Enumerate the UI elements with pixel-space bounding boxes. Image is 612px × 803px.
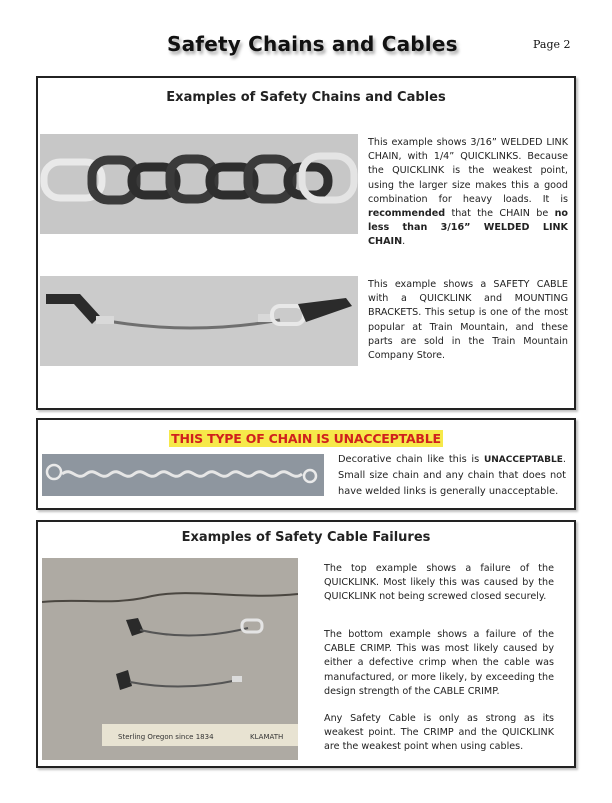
safety-cable-photo [40,276,358,366]
page-title: Safety Chains and Cables [167,32,458,56]
warning-text: THIS TYPE OF CHAIN IS UNACCEPTABLE [171,431,441,446]
emphasis-text: UNACCEPTABLE [483,455,563,465]
decorative-chain-description [338,452,566,500]
section-heading: Examples of Safety Chains and Cables [166,90,446,105]
welded-link-chain-photo [40,134,358,234]
text-run: . [402,236,406,248]
chains-cables-examples-section [36,76,576,410]
chain-illustration [40,134,358,234]
ruler-label: KLAMATH [250,733,284,741]
crimp-failure-description: The bottom example shows a failure of the CABLE CRIMP. This was most likely caused by either a defective crimp when the cable was manufactured, or more likely, by exceeding the design strength of the CABLE CRIMP. [324,629,554,697]
ruler-label: Sterling Oregon since 1834 [118,733,214,741]
emphasis-text: no less than 3/16” WELDED LINK CHAIN [368,208,568,248]
text-run: . Small size chain and any chain that does not have welded links is generally unacceptable. [338,454,566,497]
section-heading: Examples of Safety Cable Failures [181,530,431,545]
unacceptable-chain-section [36,418,576,510]
safety-cable-description: This example shows a SAFETY CABLE with a QUICKLINK and MOUNTING BRACKETS. This setup is one of the most popular at Train Mountain, and these parts are sold in the Train Mountain Company Store. [368,279,568,362]
text-run: that the CHAIN be [445,208,555,220]
page-number: Page 2 [533,38,571,51]
decorative-chain-photo [42,454,324,496]
quicklink-failure-description: The top example shows a failure of the QUICKLINK. Most likely this was caused by the QUICKLINK not being screwed closed securely. [324,563,554,603]
welded-chain-description [368,136,568,250]
cable-illustration [40,276,358,366]
weakest-point-note: Any Safety Cable is only as strong as its weakest point. The CRIMP and the QUICKLINK are the weakest point when using cables. [324,713,554,753]
warning-banner [38,428,574,447]
text-run: Decorative chain like this is [338,454,484,465]
text-run: This example shows 3/16” WELDED LINK CHAIN, with 1/4” QUICKLINKS. Because the QUICKLINK is the weakest point, using the larger size makes this a good combination for heavy loads. It is [368,137,568,205]
failed-cables-illustration [42,558,298,760]
cable-failures-section [36,520,576,768]
decorative-chain-illustration [42,454,324,496]
cable-failures-photo [42,558,298,760]
emphasis-text: recommended [368,208,446,220]
